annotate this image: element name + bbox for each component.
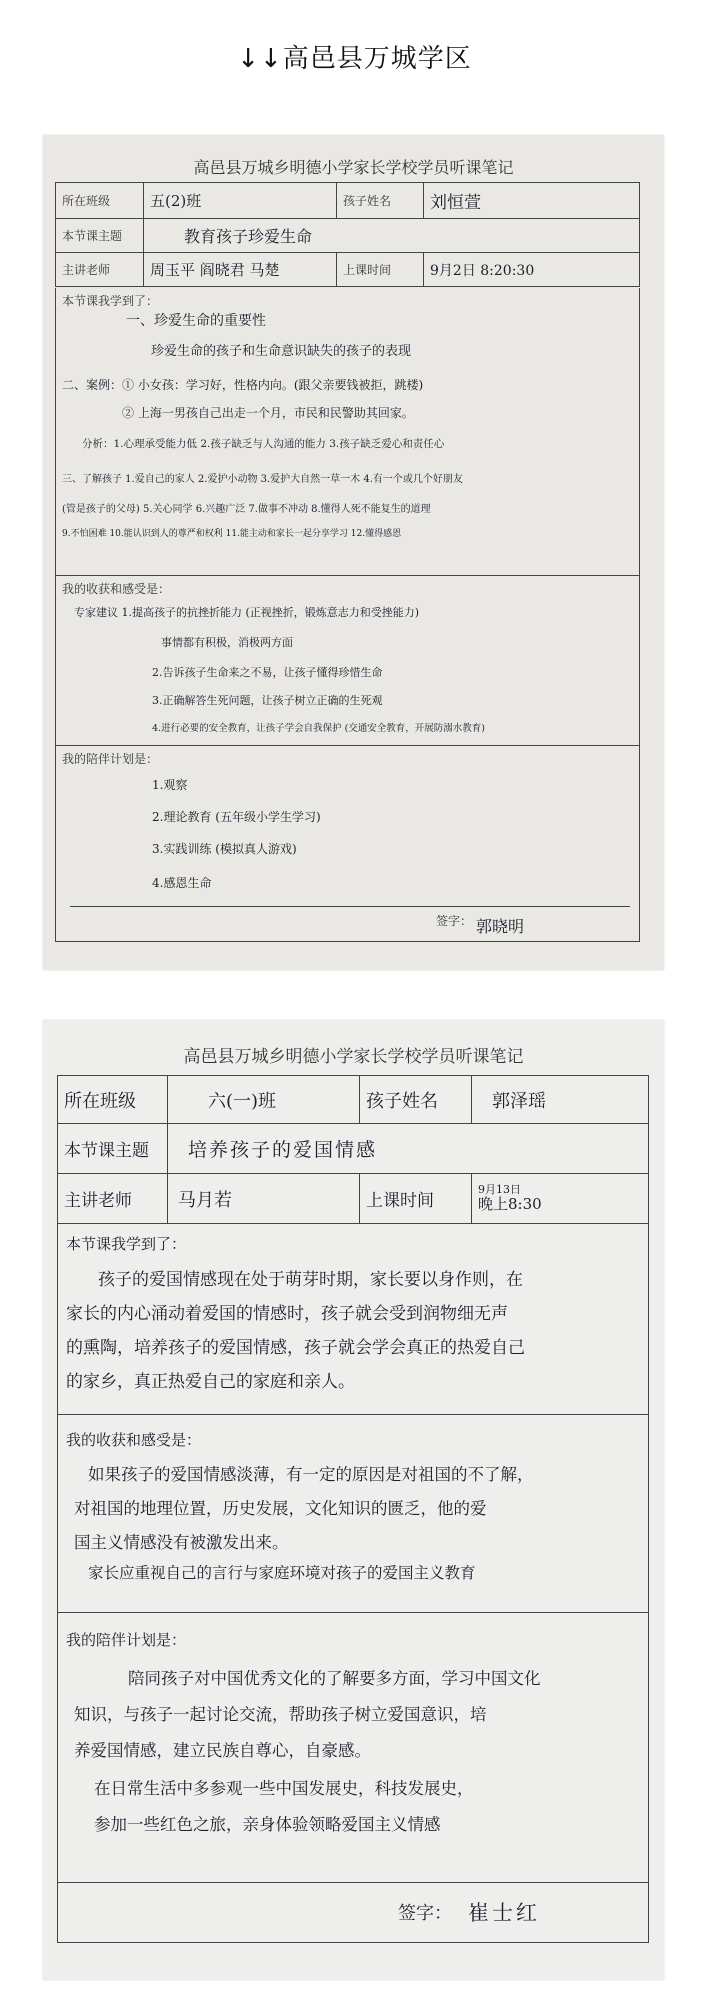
learned-section <box>57 1223 649 1415</box>
plan-line: 1.观察 <box>152 778 188 792</box>
teacher-value: 马月若 <box>168 1174 360 1224</box>
info-table <box>57 1075 649 1224</box>
signature-label: 签字： <box>398 1903 452 1924</box>
learned-section <box>55 288 640 576</box>
plan-line: 知识，与孩子一起讨论交流，帮助孩子树立爱国意识，培 <box>74 1705 487 1724</box>
plan-section <box>57 1613 649 1883</box>
gains-line: 4.进行必要的安全教育，让孩子学会自我保护 (交通安全教育，开展防溺水教育) <box>152 723 485 734</box>
plan-label: 我的陪伴计划是： <box>66 1631 187 1649</box>
class-label: 所在班级 <box>58 1076 168 1124</box>
time-label: 上课时间 <box>360 1174 472 1224</box>
time-value <box>472 1174 649 1224</box>
learned-line: 三、了解孩子 1.爱自己的家人 2.爱护小动物 3.爱护大自然一草一木 4.有一个或几个好朋友 <box>62 474 463 485</box>
plan-line: 陪同孩子对中国优秀文化的了解要多方面，学习中国文化 <box>128 1669 541 1688</box>
learned-line: 9.不怕困难 10.能认识到人的尊严和权利 11.能主动和家长一起分享学习 12.懂得感恩 <box>62 529 402 539</box>
signature-section <box>57 1883 649 1943</box>
class-label: 所在班级 <box>56 183 144 219</box>
gains-line: 家长应重视自己的言行与家庭环境对孩子的爱国主义教育 <box>88 1564 476 1582</box>
signature-name: 崔士红 <box>468 1901 540 1925</box>
class-value: 六(一)班 <box>168 1076 360 1124</box>
plan-line: 在日常生活中多参观一些中国发展史，科技发展史， <box>94 1779 474 1798</box>
time-label: 上课时间 <box>337 253 424 287</box>
signature-name: 郭晓明 <box>476 917 525 936</box>
time-hour: 晚上8:30 <box>478 1195 542 1214</box>
class-value: 五(2)班 <box>144 183 337 219</box>
gains-line: 对祖国的地理位置，历史发展，文化知识的匮乏，他的爱 <box>74 1499 487 1518</box>
topic-value: 培养孩子的爱国情感 <box>168 1124 649 1174</box>
learned-line: 二、案例：① 小女孩：学习好，性格内向。(跟父亲要钱被拒，跳楼) <box>62 378 424 392</box>
plan-section <box>55 746 640 942</box>
learned-line: ② 上海一男孩自己出走一个月，市民和民警助其回家。 <box>122 406 414 420</box>
teacher-value: 周玉平 阎晓君 马楚 <box>144 253 337 287</box>
gains-line: 如果孩子的爱国情感淡薄，有一定的原因是对祖国的不了解， <box>88 1465 534 1484</box>
gains-line: 2.告诉孩子生命来之不易，让孩子懂得珍惜生命 <box>152 666 383 679</box>
gains-section <box>57 1415 649 1613</box>
learned-label: 本节课我学到了： <box>66 1235 187 1253</box>
teacher-label: 主讲老师 <box>58 1174 168 1224</box>
signature-divider <box>70 906 630 907</box>
learned-line: 家长的内心涌动着爱国的情感时，孩子就会受到润物细无声 <box>66 1304 508 1324</box>
plan-label: 我的陪伴计划是： <box>62 752 159 766</box>
child-name-label: 孩子姓名 <box>360 1076 472 1124</box>
plan-line: 3.实践训练 (模拟真人游戏) <box>152 842 297 856</box>
learned-line: 孩子的爱国情感现在处于萌芽时期，家长要以身作则，在 <box>98 1270 523 1290</box>
learned-line: 珍爱生命的孩子和生命意识缺失的孩子的表现 <box>151 344 412 359</box>
learned-line: 一、珍爱生命的重要性 <box>126 313 266 329</box>
time-date: 9月13日 <box>478 1183 521 1197</box>
learned-line: (管是孩子的父母) 5.关心同学 6.兴趣广泛 7.做事不冲动 8.懂得人死不能复生的道理 <box>62 504 431 515</box>
gains-line: 国主义情感没有被激发出来。 <box>74 1533 289 1552</box>
gains-label: 我的收获和感受是： <box>66 1431 202 1449</box>
teacher-label: 主讲老师 <box>56 253 144 287</box>
plan-line: 养爱国情感，建立民族自尊心，自豪感。 <box>74 1741 371 1760</box>
gains-line: 专家建议 1.提高孩子的抗挫折能力 (正视挫折，锻炼意志力和受挫能力) <box>74 606 420 619</box>
page-header: ↓↓高邑县万城学区 <box>237 44 472 74</box>
plan-line: 2.理论教育 (五年级小学生学习) <box>152 810 321 824</box>
topic-value: 教育孩子珍爱生命 <box>144 219 640 253</box>
child-name-value: 刘恒萱 <box>424 183 640 219</box>
gains-label: 我的收获和感受是： <box>62 582 171 596</box>
form-title: 高邑县万城乡明德小学家长学校学员听课笔记 <box>193 158 514 177</box>
note-photo-1 <box>43 135 664 970</box>
child-name-value: 郭泽瑶 <box>472 1076 649 1124</box>
plan-line: 参加一些红色之旅，亲身体验领略爱国主义情感 <box>94 1815 441 1834</box>
learned-line: 分析：1.心理承受能力低 2.孩子缺乏与人沟通的能力 3.孩子缺乏爱心和责任心 <box>82 438 445 450</box>
learned-label: 本节课我学到了： <box>62 294 159 308</box>
gains-line: 3.正确解答生死问题，让孩子树立正确的生死观 <box>152 694 383 707</box>
form-title: 高邑县万城乡明德小学家长学校学员听课笔记 <box>183 1047 524 1067</box>
topic-label: 本节课主题 <box>56 219 144 253</box>
learned-line: 的熏陶，培养孩子的爱国情感，孩子就会学会真正的热爱自己 <box>66 1338 525 1358</box>
gains-section <box>55 576 640 746</box>
learned-line: 的家乡，真正热爱自己的家庭和亲人。 <box>66 1372 355 1392</box>
plan-line: 4.感恩生命 <box>152 876 212 890</box>
topic-label: 本节课主题 <box>58 1124 168 1174</box>
time-value: 9月2日 8:20:30 <box>424 253 640 287</box>
child-name-label: 孩子姓名 <box>337 183 424 219</box>
note-photo-2 <box>43 1020 664 1980</box>
signature-label: 签字： <box>436 914 473 928</box>
info-table <box>55 182 640 287</box>
gains-line: 事情都有积极，消极两方面 <box>161 636 293 649</box>
